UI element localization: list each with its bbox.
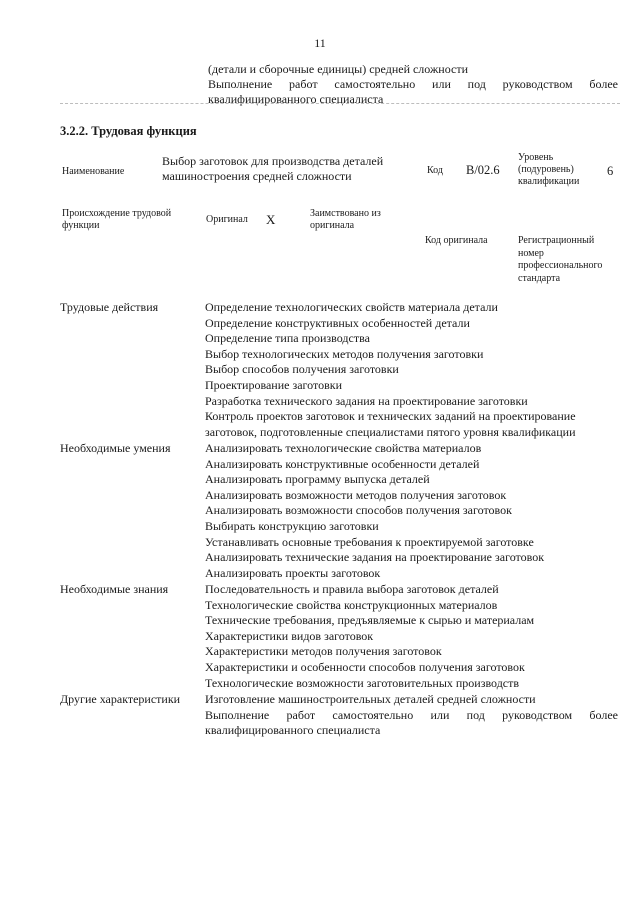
continued-text — [208, 62, 618, 107]
code-label: Код — [427, 165, 443, 176]
list-item: Характеристики видов заготовок — [205, 628, 374, 643]
list-item: Анализировать программу выпуска деталей — [205, 472, 430, 487]
registration-line-4: стандарта — [518, 272, 561, 284]
borrowed-label — [310, 208, 381, 232]
registration-line-1: Регистрационный — [518, 235, 595, 246]
list-item: Технические требования, предъявляемые к сырью и материалам — [205, 613, 535, 628]
page-number: 11 — [314, 36, 326, 50]
list-item: Определение технологических свойств материала детали — [205, 300, 498, 314]
list-item: Анализировать конструктивные особенности деталей — [205, 456, 480, 471]
list-item: Изготовление машиностроительных деталей средней сложности — [205, 692, 536, 706]
list-item: Анализировать возможности методов получения заготовок — [205, 487, 507, 502]
skills-list — [205, 441, 618, 581]
list-item: Разработка технического задания на проектирование заготовки — [205, 393, 528, 408]
list-item: Проектирование заготовки — [205, 377, 343, 392]
list-item: Характеристики методов получения заготовок — [205, 644, 442, 659]
origin-label-line-1: Происхождение трудовой — [62, 208, 172, 219]
level-label-line-1: Уровень — [518, 152, 554, 163]
continued-line-2: Выполнение работ самостоятельно или под руководством более — [208, 77, 618, 91]
borrowed-label-line-1: Заимствовано из — [310, 208, 381, 219]
list-item: Технологические возможности заготовительных производств — [205, 675, 520, 690]
list-item: Определение конструктивных особенностей детали — [205, 315, 470, 330]
other-list — [205, 692, 618, 739]
list-item: Контроль проектов заготовок и технических заданий на проектирование заготовок, подготовленные специалистами пятого уровня квалификации — [205, 409, 576, 439]
skills-label: Необходимые умения — [60, 441, 171, 455]
list-item: Выполнение работ самостоятельно или под руководством более квалифицированного специалиста — [205, 707, 618, 738]
registration-line-3: профессионального — [518, 260, 603, 271]
list-item: Выбирать конструкцию заготовки — [205, 518, 379, 533]
list-item: Анализировать технические задания на проектирование заготовок — [205, 550, 545, 565]
actions-list — [205, 300, 618, 440]
level-value: 6 — [607, 164, 614, 178]
knowledge-list — [205, 582, 618, 691]
original-label: Оригинал — [206, 214, 248, 225]
original-mark: X — [266, 212, 276, 227]
level-label-line-2: (подуровень) — [518, 164, 574, 175]
name-label: Наименование — [62, 166, 125, 177]
actions-label: Трудовые действия — [60, 300, 159, 314]
code-original-label: Код оригинала — [425, 235, 488, 246]
list-item: Выбор способов получения заготовки — [205, 362, 399, 377]
origin-label-line-2: функции — [62, 220, 100, 231]
list-item: Технологические свойства конструкционных материалов — [205, 597, 498, 612]
knowledge-label: Необходимые знания — [60, 582, 169, 596]
registration-line-2: номер — [518, 247, 544, 259]
borrowed-label-line-2: оригинала — [310, 220, 355, 231]
list-item: Анализировать технологические свойства материалов — [205, 441, 482, 455]
list-item: Выбор технологических методов получения заготовки — [205, 346, 484, 361]
name-value-line-1: Выбор заготовок для производства деталей — [162, 154, 384, 168]
continued-line-1: (детали и сборочные единицы) средней сложности — [208, 62, 469, 76]
section-title: 3.2.2. Трудовая функция — [60, 124, 197, 138]
level-label — [518, 152, 579, 188]
code-value: В/02.6 — [466, 163, 500, 177]
list-item: Устанавливать основные требования к проектируемой заготовке — [205, 534, 534, 549]
list-item: Определение типа производства — [205, 331, 370, 346]
list-item: Анализировать проекты заготовок — [205, 565, 381, 580]
origin-label — [62, 208, 171, 232]
other-label: Другие характеристики — [60, 692, 181, 706]
name-value-line-2: машиностроения средней сложности — [162, 169, 352, 183]
continued-line-3: квалифицированного специалиста — [208, 92, 384, 106]
level-label-line-3: квалификации — [518, 176, 580, 187]
list-item: Последовательность и правила выбора заготовок деталей — [205, 582, 499, 596]
registration-number-label — [518, 235, 602, 285]
list-item: Характеристики и особенности способов получения заготовок — [205, 659, 525, 674]
list-item: Анализировать возможности способов получения заготовок — [205, 503, 512, 518]
separator-line — [60, 103, 620, 104]
name-value — [162, 154, 383, 184]
